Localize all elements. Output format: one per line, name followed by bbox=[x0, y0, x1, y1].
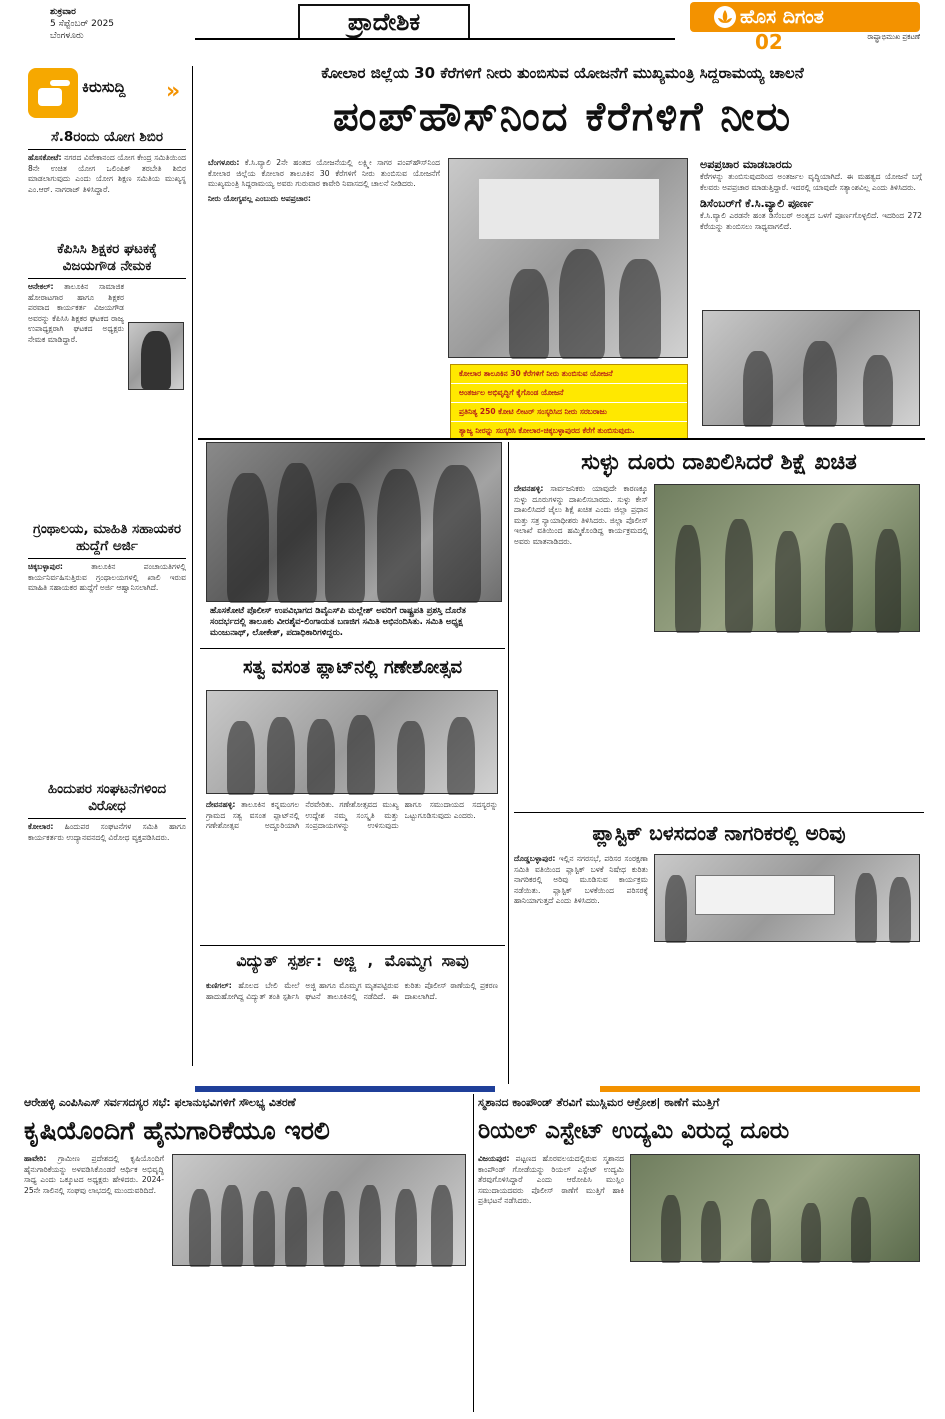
police-photo-person bbox=[377, 469, 421, 603]
masthead-date-block bbox=[50, 6, 210, 50]
band-blue bbox=[195, 1086, 495, 1092]
dairy-photo-person bbox=[431, 1185, 453, 1267]
dairy-photo-person bbox=[253, 1191, 275, 1267]
masthead-city: ಬೆಂಗಳೂರು bbox=[50, 31, 84, 41]
lead-right-subhead: ಡಿಸೆಂಬರ್‌ಗೆ ಕೆ.ಸಿ.ವ್ಯಾಲಿ ಪೂರ್ಣ bbox=[700, 197, 814, 211]
plastic-text: ಇಲ್ಲಿನ ನಗರಸಭೆ, ಪರಿಸರ ಸಂರಕ್ಷಣಾ ಸಮಿತಿ ವತಿಯಿಂದ ಪ್ಲಾಸ್ಟಿಕ್ ಬಳಕೆ ನಿಷೇಧ ಕುರಿತು ನಾಗರಿಕರಲ್ಲಿ ಅರಿವು ಮೂಡಿಸುವ ಕಾರ್ಯಕ್ರಮ ನಡೆಯಿತು. ಪ್ಲಾಸ್ಟಿಕ್ ಬಳಕೆಯಿಂದ ಪರಿಸರಕ್ಕೆ ಹಾನಿಯಾಗುತ್ತದೆ ಎಂದು ತಿಳಿಸಿದರು. bbox=[514, 854, 648, 906]
sidebar-item-text: ತಾಲೂಕಿನ ಸಾಮಾಜಿಕ ಹೋರಾಟಗಾರ ಹಾಗೂ ಶಿಕ್ಷಕರ ಪರವಾದ ಕಾರ್ಯಕರ್ತ ವಿಜಯಗೌಡ ಅವರನ್ನು ಕೆಪಿಸಿಸಿ ಶಿಕ್ಷಕರ ಘಟಕದ ರಾಜ್ಯ ಉಪಾಧ್ಯಕ್ಷರಾಗಿ ಘಟಕದ ಅಧ್ಯಕ್ಷರು ನೇಮಕ ಮಾಡಿದ್ದಾರೆ. bbox=[28, 282, 124, 344]
lead-photo-banner bbox=[479, 179, 659, 239]
police-photo-person bbox=[433, 465, 481, 603]
police-photo-caption: ಹೊಸಕೋಟೆ ಪೊಲೀಸ್ ಉಪವಿಭಾಗದ ಡಿವೈಎಸ್‌ಪಿ ಮಲ್ಲೇಶ್ ಅವರಿಗೆ ರಾಷ್ಟ್ರಪತಿ ಪ್ರಶಸ್ತಿ ದೊರೆತ ಸಂದರ್ಭದಲ್ಲಿ ತಾಲೂಕು ವೀರಶೈವ-ಲಿಂಗಾಯತ ಬಣಜಿಗ ಸಮಿತಿ ಅಭಿನಂದಿಸಿತು. ಸಮಿತಿ ಅಧ್ಯಕ್ಷ ಮಂಜುನಾಥ್, ಲೋಕೇಶ್, ಪದಾಧಿಕಾರಿಗಳಿದ್ದರು. bbox=[210, 606, 466, 638]
dairy-photo-person bbox=[285, 1187, 307, 1267]
bullet-item: ಅಂತರ್ಜಲ ಅಭಿವೃದ್ಧಿಗೆ ಕೈಗೊಂಡ ಯೋಜನೆ bbox=[451, 384, 687, 403]
crime-byline: ದೇವನಹಳ್ಳಿ: bbox=[514, 484, 544, 493]
section-title: ಪ್ರಾದೇಶಿಕ bbox=[347, 8, 421, 36]
crime-photo-person bbox=[675, 525, 701, 633]
sidebar-item-title: ಕೆಪಿಸಿಸಿ ಶಿಕ್ಷಕರ ಘಟಕಕ್ಕೆ ವಿಜಯಗೌಡ ನೇಮಕ bbox=[28, 238, 186, 279]
police-photo bbox=[206, 442, 502, 602]
police-photo-block bbox=[206, 442, 502, 642]
sidebar-item-byline: ಕೋಲಾರ: bbox=[28, 822, 54, 831]
lead-right-text: ಕೆ.ಸಿ.ವ್ಯಾಲಿ ಎರಡನೇ ಹಂತ ಡಿಸೆಂಬರ್ ಅಂತ್ಯದ ಒಳಗೆ ಪೂರ್ಣಗೊಳ್ಳಲಿದೆ. ಇದರಿಂದ 272 ಕೆರೆಯನ್ನು ತುಂಬಿಸಲು ಸಾಧ್ಯವಾಗಲಿದೆ. bbox=[700, 211, 922, 231]
masthead-day: ಶುಕ್ರವಾರ bbox=[50, 7, 76, 17]
sidebar-item-body bbox=[28, 819, 186, 843]
realestate-photo-person bbox=[751, 1199, 771, 1263]
lead-photo-person bbox=[509, 269, 549, 359]
dairy-story bbox=[24, 1094, 469, 1412]
plastic-photo bbox=[654, 854, 920, 942]
sidebar-item-title: ಗ್ರಂಥಾಲಯ, ಮಾಹಿತಿ ಸಹಾಯಕರ ಹುದ್ದೆಗೆ ಅರ್ಜಿ bbox=[28, 518, 186, 559]
realestate-text: ಪಟ್ಟಣದ ಹೊರವಲಯದಲ್ಲಿರುವ ಸ್ಮಶಾನದ ಕಾಂಪೌಂಡ್ ಗೋಡೆಯನ್ನು ರಿಯಲ್ ಎಸ್ಟೇಟ್ ಉದ್ಯಮಿ ತೆರವುಗೊಳಿಸಿದ್ದಾರೆ ಎಂದು ಆರೋಪಿಸಿ ಮುಸ್ಲಿಂ ಸಮುದಾಯದವರು ಪೊಲೀಸ್ ಠಾಣೆಗೆ ಮುತ್ತಿಗೆ ಹಾಕಿ ಪ್ರತಿಭಟನೆ ನಡೆಸಿದರು. bbox=[478, 1154, 624, 1206]
dairy-text: ಗ್ರಾಮೀಣ ಪ್ರದೇಶದಲ್ಲಿ ಕೃಷಿಯೊಂದಿಗೆ ಹೈನುಗಾರಿಕೆಯನ್ನು ಅಳವಡಿಸಿಕೊಂಡರೆ ಆರ್ಥಿಕ ಅಭಿವೃದ್ಧಿ ಸಾಧ್ಯ ಎಂದು ಒಕ್ಕೂಟದ ಅಧ್ಯಕ್ಷರು ಹೇಳಿದರು. 2024-25ನೇ ಸಾಲಿನಲ್ಲಿ ಸಂಘವು ಲಾಭದಲ್ಲಿ ಮುಂದುವರಿದಿದೆ. bbox=[24, 1154, 164, 1195]
masthead bbox=[0, 0, 945, 60]
lead-bottom-rule bbox=[198, 438, 925, 440]
portrait-figure bbox=[141, 331, 171, 389]
middle-column-divider bbox=[508, 442, 509, 1084]
paper-tagline: ರಾಷ್ಟ್ರಾಭಿಮುಖ ಪ್ರಕಟಣೆ bbox=[867, 33, 920, 41]
dairy-photo-person bbox=[395, 1189, 417, 1267]
ganesha-photo bbox=[206, 690, 498, 794]
sidebar-item bbox=[28, 238, 186, 518]
plastic-body bbox=[514, 854, 648, 1080]
sidebar-brand-bar bbox=[28, 68, 184, 118]
ganesha-photo-person bbox=[347, 715, 375, 795]
lead-secondary-figure bbox=[863, 355, 893, 427]
lead-secondary-figure bbox=[743, 351, 773, 427]
lead-headline: ಪಂಪ್‌ಹೌಸ್‌ನಿಂದ ಕೆರೆಗಳಿಗೆ ನೀರು bbox=[332, 93, 793, 140]
crime-photo-person bbox=[775, 531, 801, 633]
crime-photo-person bbox=[875, 529, 901, 633]
portrait-photo bbox=[128, 322, 184, 390]
electric-top-rule bbox=[200, 945, 505, 946]
lead-photo-person bbox=[559, 249, 605, 359]
police-photo-person bbox=[325, 483, 365, 603]
bottom-column-divider bbox=[473, 1094, 474, 1412]
electric-headline: ವಿದ್ಯುತ್ ಸ್ಪರ್ಶ: ಅಜ್ಜಿ , ಮೊಮ್ಮಗ ಸಾವು bbox=[236, 951, 469, 970]
bullet-item: ಪ್ರತಿನಿತ್ಯ 250 ಕೋಟಿ ಲೀಟರ್ ಸಂಸ್ಕರಿಸಿದ ನೀರು ಸರಬರಾಜು bbox=[451, 403, 687, 422]
sidebar bbox=[28, 68, 188, 1068]
lead-text: ಕೆ.ಸಿ.ವ್ಯಾಲಿ 2ನೇ ಹಂತದ ಯೋಜನೆಯಲ್ಲಿ ಲಕ್ಷ್ಮೀ ಸಾಗರ ಪಂಪ್‌ಹೌಸ್‌ನಿಂದ ಕೋಲಾರ ಜಿಲ್ಲೆಯ ಕೋಲಾರ ತಾಲೂಕಿನ 30 ಕೆರೆಗಳಿಗೆ ನೀರು ತುಂಬಿಸುವ ಯೋಜನೆಗೆ ಮುಖ್ಯಮಂತ್ರಿ ಸಿದ್ದರಾಮಯ್ಯ ಅವರು ಗುರುವಾರ ಕಾವೇರಿ ನಿವಾಸದಲ್ಲಿ ಚಾಲನೆ ನೀಡಿದರು. bbox=[208, 158, 440, 189]
plastic-top-rule bbox=[514, 812, 924, 813]
dairy-photo-person bbox=[323, 1191, 345, 1267]
plastic-byline: ದೊಡ್ಡಬಳ್ಳಾಪುರ: bbox=[514, 854, 556, 863]
lead-subhead: ನೀರು ಯೋಗ್ಯವಲ್ಲ ಎಂಬುದು ಅಪಪ್ರಚಾರ: bbox=[208, 193, 311, 203]
crime-text: ಸಾರ್ವಜನಿಕರು ಯಾವುದೇ ಕಾರಣಕ್ಕೂ ಸುಳ್ಳು ದೂರುಗಳನ್ನು ದಾಖಲಿಸಬಾರದು. ಸುಳ್ಳು ಕೇಸ್ ದಾಖಲಿಸಿದರೆ ಜೈಲು ಶಿಕ್ಷೆ ಖಚಿತ ಎಂದು ಜಿಲ್ಲಾ ಪ್ರಧಾನ ಮತ್ತು ಸತ್ರ ನ್ಯಾಯಾಧೀಶರು ತಿಳಿಸಿದರು. ಜಿಲ್ಲಾ ಪೊಲೀಸ್ ಇಲಾಖೆ ವತಿಯಿಂದ ಹಮ್ಮಿಕೊಂಡಿದ್ದ ಕಾರ್ಯಕ್ರಮದಲ್ಲಿ ಅವರು ಮಾತನಾಡಿದರು. bbox=[514, 484, 648, 546]
sidebar-item-text: ಹಿಂದುಪರ ಸಂಘಟನೆಗಳ ಸಮಿತಿ ಹಾಗೂ ಕಾರ್ಯಕರ್ತರು ಉದ್ಯಾನವನದಲ್ಲಿ ವಿರೋಧ ವ್ಯಕ್ತಪಡಿಸಿದರು. bbox=[28, 822, 186, 842]
dairy-byline: ಹಾವೇರಿ: bbox=[24, 1154, 47, 1163]
dairy-photo bbox=[172, 1154, 466, 1266]
dairy-body bbox=[24, 1154, 164, 1404]
realestate-byline: ವಿಜಯಪುರ: bbox=[478, 1154, 510, 1163]
sidebar-item-byline: ಆನೇಕಲ್: bbox=[28, 282, 54, 291]
paper-name: ಹೊಸ ದಿಗಂತ bbox=[740, 6, 824, 28]
sidebar-item-body bbox=[28, 559, 186, 594]
ganesha-body bbox=[206, 800, 498, 940]
dairy-photo-person bbox=[189, 1189, 211, 1267]
lead-photo bbox=[448, 158, 688, 358]
lead-story bbox=[200, 62, 925, 442]
sidebar-item-title: ಹಿಂದುಪರ ಸಂಘಟನೆಗಳಿಂದ ವಿರೋಧ bbox=[28, 778, 186, 819]
sidebar-divider bbox=[192, 66, 193, 1066]
lotus-logo-icon bbox=[714, 6, 736, 28]
realestate-photo-person bbox=[701, 1201, 721, 1263]
ganesha-photo-person bbox=[227, 721, 255, 795]
lead-right-text: ಕೆರೆಗಳನ್ನು ತುಂಬಿಸುವುದರಿಂದ ಅಂತರ್ಜಲ ವೃದ್ಧಿಯಾಗಿದೆ. ಈ ಮಹತ್ವದ ಯೋಜನೆ ಬಗ್ಗೆ ಕೆಲವರು ಅಪಪ್ರಚಾರ ಮಾಡುತ್ತಿದ್ದಾರೆ. ಇದರಲ್ಲಿ ಯಾವುದೇ ಸತ್ಯಾಂಶವಿಲ್ಲ ಎಂದು ತಿಳಿಸಿದರು. bbox=[700, 172, 922, 192]
realestate-kicker: ಸ್ಮಶಾನದ ಕಾಂಪೌಂಡ್ ತೆರವಿಗೆ ಮುಸ್ಲಿಮರ ಆಕ್ರೋಶ| ಠಾಣೆಗೆ ಮುತ್ತಿಗೆ bbox=[478, 1096, 720, 1109]
bullet-item: ಕೋಲಾರ ತಾಲೂಕಿನ 30 ಕೆರೆಗಳಿಗೆ ನೀರು ತುಂಬಿಸುವ ಯೋಜನೆ bbox=[451, 365, 687, 384]
lead-right-column bbox=[700, 158, 922, 308]
ganesha-headline: ಸತ್ವ ವಸಂತ ಪ್ಲಾಟ್‌ನಲ್ಲಿ ಗಣೇಶೋತ್ಸವ bbox=[242, 657, 463, 678]
realestate-headline: ರಿಯಲ್ ಎಸ್ಟೇಟ್ ಉದ್ಯಮಿ ವಿರುದ್ಧ ದೂರು bbox=[478, 1118, 790, 1144]
dairy-photo-person bbox=[221, 1185, 243, 1267]
crime-photo bbox=[654, 484, 920, 632]
dairy-kicker: ಆರೇಹಳ್ಳಿ ಎಂಪಿಸಿಎಸ್ ಸರ್ವಸದಸ್ಯರ ಸಭೆ: ಫಲಾನುಭವಿಗಳಿಗೆ ಸೌಲಭ್ಯ ವಿತರಣೆ bbox=[24, 1096, 296, 1109]
plastic-story bbox=[514, 812, 924, 1084]
police-photo-person bbox=[277, 463, 317, 603]
masthead-rule bbox=[195, 38, 675, 40]
lead-byline: ಬೆಂಗಳೂರು: bbox=[208, 158, 240, 167]
ganesha-top-rule bbox=[200, 648, 505, 649]
sidebar-brand: ಕಿರುಸುದ್ದಿ bbox=[82, 78, 126, 96]
sidebar-item-byline: ಚಿಕ್ಕಬಳ್ಳಾಪುರ: bbox=[28, 562, 63, 571]
sidebar-item-title: ಸೆ.8ರಂದು ಯೋಗ ಶಿಬಿರ bbox=[28, 126, 186, 150]
ganesha-byline: ದೇವನಹಳ್ಳಿ: bbox=[206, 800, 236, 809]
lead-right-subhead: ಅಪಪ್ರಚಾರ ಮಾಡಬಾರದು bbox=[700, 158, 793, 171]
crime-body bbox=[514, 484, 648, 804]
sidebar-item-body bbox=[28, 150, 186, 195]
bullet-item: ತ್ಯಾಜ್ಯ ನೀರನ್ನು ಸಂಸ್ಕರಿಸಿ ಕೋಲಾರ-ಚಿಕ್ಕಬಳ್ಳಾಪುರದ ಕೆರೆಗೆ ತುಂಬಿಸುವುದು. bbox=[459, 426, 635, 435]
dairy-photo-person bbox=[359, 1185, 381, 1267]
ganesha-photo-person bbox=[307, 719, 335, 795]
realestate-photo-person bbox=[851, 1197, 871, 1263]
lead-secondary-figure bbox=[803, 341, 837, 427]
plastic-headline: ಪ್ಲಾಸ್ಟಿಕ್ ಬಳಸದಂತೆ ನಾಗರಿಕರಲ್ಲಿ ಅರಿವು bbox=[592, 821, 846, 845]
chevron-right-icon: » bbox=[166, 79, 181, 104]
ganesha-photo-person bbox=[267, 717, 295, 795]
ganesha-photo-person bbox=[397, 721, 425, 795]
plastic-photo-person bbox=[855, 873, 877, 943]
ganesha-text: ತಾಲೂಕಿನ ಕನ್ನಮಂಗಲ ಗ್ರಾಮದ ಸತ್ವ ವಸಂತ ಪ್ಲಾಟ್‌ನಲ್ಲಿ ಗಣೇಶೋತ್ಸವ ಅದ್ದೂರಿಯಾಗಿ ನೆರವೇರಿತು. ಗಣೇಶೋತ್ಸವದ ಮುಖ್ಯ ಉದ್ದೇಶ ನಮ್ಮ ಸಂಸ್ಕೃತಿ ಮತ್ತು ಸಂಪ್ರದಾಯಗಳನ್ನು ಉಳಿಸುವುದು ಹಾಗೂ ಸಮುದಾಯದ ಸದಸ್ಯರನ್ನು ಒಟ್ಟುಗೂಡಿಸುವುದು ಎಂದರು. bbox=[206, 800, 498, 831]
crime-story bbox=[514, 442, 924, 812]
realestate-photo-person bbox=[661, 1195, 681, 1263]
realestate-body bbox=[478, 1154, 624, 1404]
electric-body bbox=[206, 981, 498, 1081]
plastic-photo-person bbox=[665, 875, 687, 943]
realestate-story bbox=[478, 1094, 924, 1412]
sidebar-item bbox=[28, 778, 186, 1068]
lead-bullets bbox=[450, 364, 688, 440]
crime-photo-person bbox=[725, 519, 753, 633]
dairy-headline: ಕೃಷಿಯೊಂದಿಗೆ ಹೈನುಗಾರಿಕೆಯೂ ಇರಲಿ bbox=[24, 1116, 330, 1145]
masthead-date: 5 ಸೆಪ್ಟೆಂಬರ್ 2025 bbox=[50, 19, 115, 29]
lead-body bbox=[208, 158, 440, 428]
electric-text: ಹೊಲದ ಬೇಲಿ ಮೇಲೆ ಹಾದುಹೋಗಿದ್ದ ವಿದ್ಯುತ್ ತಂತಿ ಸ್ಪರ್ಶಿಸಿ ಅಜ್ಜಿ ಹಾಗೂ ಮೊಮ್ಮಗ ಮೃತಪಟ್ಟಿರುವ ಘಟನೆ ತಾಲೂಕಿನಲ್ಲಿ ನಡೆದಿದೆ. ಈ ಕುರಿತು ಪೊಲೀಸ್ ಠಾಣೆಯಲ್ಲಿ ಪ್ರಕರಣ ದಾಖಲಾಗಿದೆ. bbox=[206, 981, 498, 1001]
realestate-photo bbox=[630, 1154, 920, 1262]
sidebar-item-text: ತಾಲೂಕಿನ ಪಂಚಾಯತಿಗಳಲ್ಲಿ ಕಾರ್ಯನಿರ್ವಹಿಸುತ್ತಿರುವ ಗ್ರಂಥಾಲಯಗಳಲ್ಲಿ ಖಾಲಿ ಇರುವ ಮಾಹಿತಿ ಸಹಾಯಕರ ಹುದ್ದೆಗೆ ಅರ್ಜಿ ಆಹ್ವಾನಿಸಲಾಗಿದೆ. bbox=[28, 562, 186, 593]
lead-kicker: ಕೋಲಾರ ಜಿಲ್ಲೆಯ 30 ಕೆರೆಗಳಿಗೆ ನೀರು ತುಂಬಿಸುವ ಯೋಜನೆಗೆ ಮುಖ್ಯಮಂತ್ರಿ ಸಿದ್ದರಾಮಯ್ಯ ಚಾಲನೆ bbox=[321, 64, 804, 82]
electric-byline: ಕುಣಿಗಲ್: bbox=[206, 981, 232, 990]
page-number: 02 bbox=[755, 30, 783, 54]
band-orange bbox=[600, 1086, 920, 1092]
ganesha-story bbox=[200, 648, 505, 943]
electric-story bbox=[200, 945, 505, 1085]
police-photo-person bbox=[227, 473, 269, 603]
lead-photo-person bbox=[619, 259, 661, 359]
sidebar-item-text: ನಗರದ ವಿವೇಕಾನಂದ ಯೋಗ ಕೇಂದ್ರ ಸಮಿತಿಯಿಂದ 8ನೇ ಉಚಿತ ಯೋಗ ಒಲಿಂಪಿಕ್ ತರಬೇತಿ ಶಿಬಿರ ಮಾಡಲಾಗುವುದು ಎಂದು ಯೋಗ ಶಿಕ್ಷಣ ಸಮಿತಿಯ ಮುಖ್ಯಸ್ಥ ಎಂ.ಆರ್. ನಾಗರಾಜ್ ತಿಳಿಸಿದ್ದಾರೆ. bbox=[28, 153, 186, 194]
ganesha-photo-person bbox=[447, 717, 475, 795]
realestate-photo-person bbox=[801, 1203, 821, 1263]
lead-secondary-photo bbox=[702, 310, 920, 426]
hand-pointer-icon bbox=[28, 68, 78, 118]
sidebar-item-byline: ಹೊಸಕೋಟೆ: bbox=[28, 153, 62, 162]
plastic-photo-banner bbox=[695, 875, 835, 915]
plastic-photo-person bbox=[889, 877, 911, 943]
sidebar-item-body bbox=[28, 279, 124, 346]
section-band bbox=[0, 1086, 945, 1092]
crime-photo-person bbox=[825, 523, 853, 633]
crime-headline: ಸುಳ್ಳು ದೂರು ದಾಖಲಿಸಿದರೆ ಶಿಕ್ಷೆ ಖಚಿತ bbox=[581, 449, 857, 475]
section-title-box bbox=[298, 4, 470, 38]
sidebar-item bbox=[28, 518, 186, 778]
